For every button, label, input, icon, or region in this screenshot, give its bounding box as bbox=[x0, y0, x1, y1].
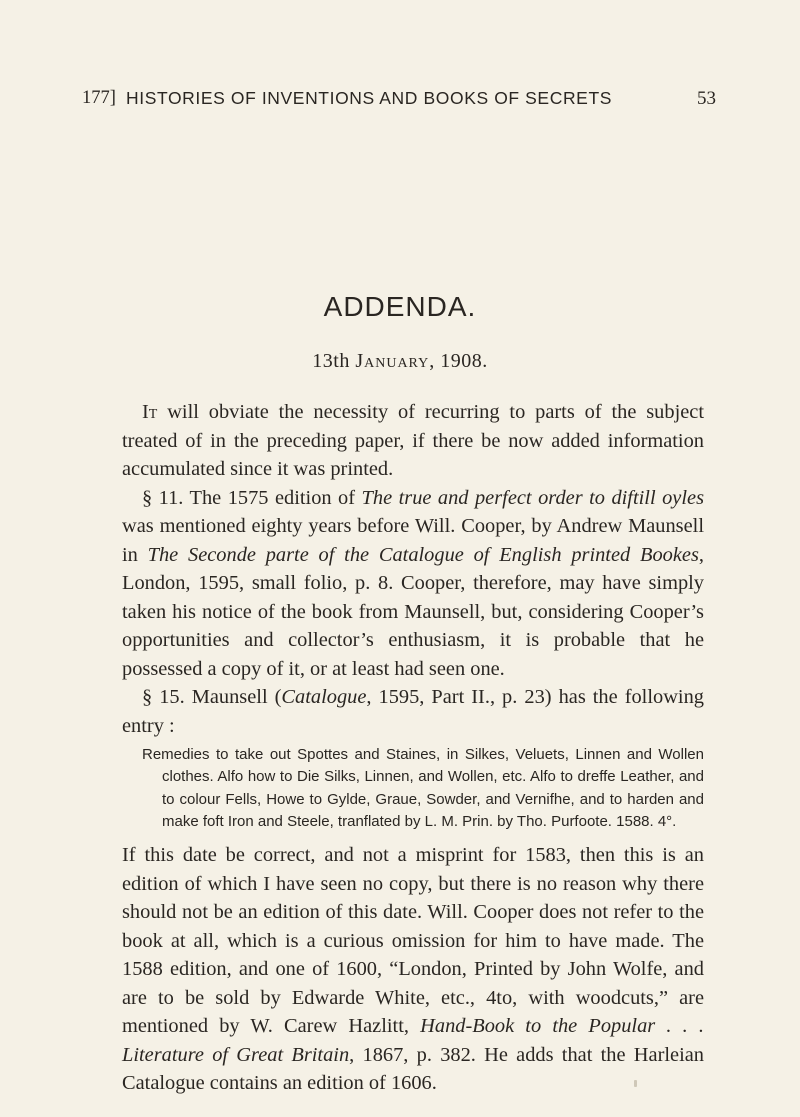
paragraph-2-text-b: was mentioned eighty years before Will. Cooper, by Andrew Maunsell in bbox=[122, 515, 704, 566]
book-title-oyles: The true and perfect order to diftill oyles bbox=[361, 486, 705, 509]
paragraph-1 bbox=[122, 398, 704, 484]
block-quote-text: Remedies to take out Spottes and Staines, in Silkes, Veluets, Linnen and Wollen clothes. Alfo how to Die Silks, Linnen, and Wollen, etc. Alfo to dreffe Leather, and to colour Fells, Howe to Gylde, Graue, Sowder, and Vernifhe, and to harden and make foft Iron and Steele, tranflated by L. M. Prin. by Tho. Purfoote. 1588. 4°. bbox=[142, 746, 704, 830]
paragraph-3-text-a: § 15. Maunsell ( bbox=[142, 686, 282, 708]
page-number-right: 53 bbox=[697, 88, 716, 109]
section-date bbox=[0, 350, 800, 373]
date-month: January bbox=[355, 350, 430, 372]
paragraph-1-text: will obviate the necessity of recurring to parts of the subject treated of in the preceding paper, if there be now added information accumulated since it was printed. bbox=[122, 401, 704, 480]
paragraph-1-first-word: It bbox=[142, 401, 158, 423]
book-title-catalogue: The Seconde parte of the Catalogue of English printed Bookes bbox=[147, 543, 699, 566]
paragraph-4 bbox=[122, 841, 704, 1098]
paragraph-4-text-a: If this date be correct, and not a misprint for 1583, then this is an edition of which I have seen no copy, but there is no reason why there should not be an edition of this date. Will. Cooper does not refer to the book at all, which is a curious omission for him to have made. The 1588 edition, and one of 1600, “London, Printed by John Wolfe, and are to be sold by Edwarde White, etc., 4to, with woodcuts,” are mentioned by W. Carew Hazlitt, bbox=[122, 844, 704, 1038]
book-title-catalogue-short: Catalogue bbox=[281, 686, 367, 708]
block-quote bbox=[122, 744, 704, 833]
section-heading: ADDENDA. bbox=[323, 291, 477, 322]
running-head-title: HISTORIES OF INVENTIONS AND BOOKS OF SECRETS bbox=[126, 88, 613, 108]
paragraph-4-text-b: , 1867, p. 382. He adds that the Harleian Catalogue contains an edition of 1606. bbox=[122, 1043, 704, 1095]
page-number-left: 177] bbox=[82, 88, 116, 108]
paragraph-2 bbox=[122, 484, 704, 684]
date-year: , 1908. bbox=[429, 350, 488, 372]
book-title-handbook: Hand-Book to the Popular . . . Literature of Great Britain bbox=[122, 1015, 704, 1066]
paragraph-2-text-c: , London, 1595, small folio, p. 8. Cooper, therefore, may have simply taken his notice of the book from Maunsell, but, considering Cooper’s opportunities and collector’s enthusiasm, it is probable that he possessed a copy of it, or at least had seen one. bbox=[122, 543, 704, 680]
paragraph-3 bbox=[122, 683, 704, 740]
date-day: 13th bbox=[312, 350, 350, 372]
body-text bbox=[122, 398, 704, 1098]
paragraph-2-text-a: § 11. The 1575 edition of bbox=[142, 486, 362, 509]
page-speck bbox=[634, 1080, 637, 1087]
paragraph-3-text-b: , 1595, Part II., p. 23) has the following entry : bbox=[122, 686, 704, 737]
